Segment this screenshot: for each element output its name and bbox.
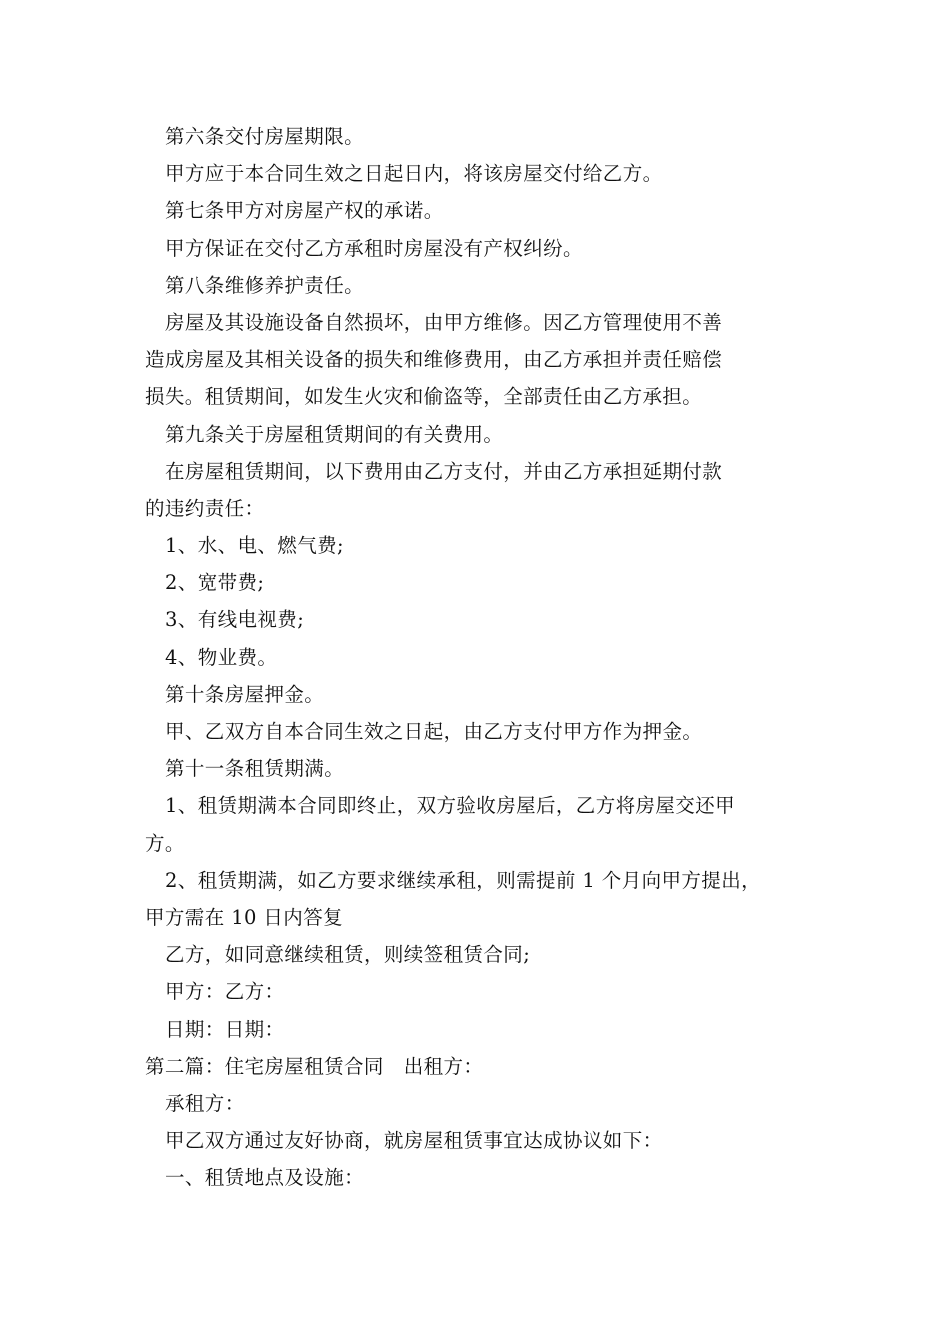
lessee-label: 承租方： [165,1091,245,1115]
signature-parties: 甲方：乙方： [165,980,285,1004]
clause-9-heading: 第九条关于房屋租赁期间的有关费用。 [165,422,504,446]
fee-item-2: 2、宽带费; [165,571,265,595]
clause-11-item-1-line-2: 方。 [145,831,185,855]
fee-item-3: 3、有线电视费; [165,608,305,632]
clause-11-item-2-line-1: 2、租赁期满，如乙方要求继续承租，则需提前 1 个月向甲方提出， [165,868,762,892]
fee-item-4: 4、物业费。 [165,645,278,669]
clause-7-heading: 第七条甲方对房屋产权的承诺。 [165,199,444,223]
clause-10-text: 甲、乙双方自本合同生效之日起，由乙方支付甲方作为押金。 [165,720,703,743]
clause-11-item-2-line-3: 乙方，如同意继续租赁，则续签租赁合同; [165,943,531,967]
clause-6-text: 甲方应于本合同生效之日起日内，将该房屋交付给乙方。 [165,162,663,186]
signature-dates: 日期：日期： [165,1017,285,1041]
part-2-title: 第二篇：住宅房屋租赁合同 出租方： [145,1054,484,1078]
document-body [145,118,825,1196]
agreement-intro: 甲乙双方通过友好协商，就房屋租赁事宜达成协议如下： [165,1129,663,1153]
clause-7-text: 甲方保证在交付乙方承租时房屋没有产权纠纷。 [165,236,583,260]
fee-item-1: 1、水、电、燃气费; [165,534,344,558]
clause-9-text-line-2: 的违约责任： [145,496,265,520]
clause-9-text-line-1: 在房屋租赁期间，以下费用由乙方支付，并由乙方承担延期付款 [165,459,723,483]
clause-8-text-line-3: 损失。租赁期间，如发生火灾和偷盗等，全部责任由乙方承担。 [145,385,703,409]
clause-11-item-1-line-1: 1、租赁期满本合同即终止，双方验收房屋后，乙方将房屋交还甲 [165,794,736,818]
clause-8-text-line-1: 房屋及其设施设备自然损坏，由甲方维修。因乙方管理使用不善 [165,310,723,334]
clause-11-item-2-line-2: 甲方需在 10 日内答复 [145,905,344,929]
clause-8-text-line-2: 造成房屋及其相关设备的损失和维修费用，由乙方承担并责任赔偿 [145,348,723,372]
clause-6-heading: 第六条交付房屋期限。 [165,125,365,148]
section-1-heading: 一、租赁地点及设施： [165,1166,365,1190]
clause-8-heading: 第八条维修养护责任。 [165,273,365,297]
clause-11-heading: 第十一条租赁期满。 [165,757,345,781]
clause-10-heading: 第十条房屋押金。 [165,682,325,706]
